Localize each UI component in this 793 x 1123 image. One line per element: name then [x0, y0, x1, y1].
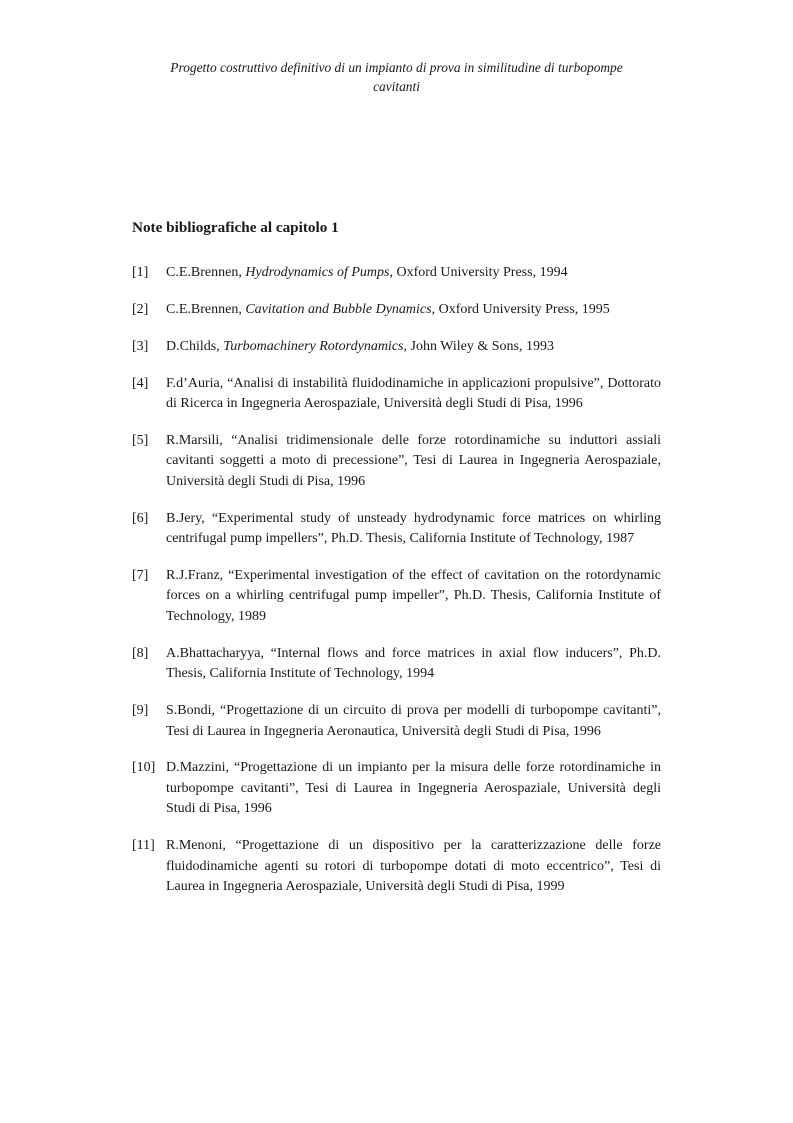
reference-item	[132, 431, 661, 492]
reference-item	[132, 263, 661, 283]
reference-text: D.Mazzini, “Progettazione di un impianto per la misura delle forze rotordinamiche in turbopompe cavitanti”, Tesi di Laurea in Ingegneria Aerospaziale, Università degli Studi di Pisa, 1996	[166, 760, 661, 817]
running-header-line-2: cavitanti	[373, 79, 420, 94]
reference-number: [4]	[132, 375, 149, 391]
reference-text: R.Menoni, “Progettazione di un dispositivo per la caratterizzazione delle forze fluidodinamiche agenti su rotori di turbopompe dotati di moto eccentrico”, Tesi di Laurea in Ingegneria Aerospaziale, Università degli Studi di Pisa, 1999	[166, 838, 661, 894]
reference-book-title: Turbomachinery Rotordynamics	[223, 338, 404, 354]
reference-book-title: Cavitation and Bubble Dynamics	[245, 301, 432, 317]
reference-item	[132, 566, 661, 627]
reference-item	[132, 836, 661, 897]
reference-list	[132, 263, 661, 914]
section-title: Note bibliografiche al capitolo 1	[132, 219, 339, 236]
reference-text: C.E.Brennen, Cavitation and Bubble Dynamics, Oxford University Press, 1995	[166, 301, 610, 317]
reference-number: [7]	[132, 568, 149, 584]
reference-number: [9]	[132, 703, 149, 719]
reference-text: R.J.Franz, “Experimental investigation of the effect of cavitation on the rotordynamic forces on a whirling centrifugal pump impeller”, Ph.D. Thesis, California Institute of Technology, 1989	[166, 568, 661, 624]
reference-text: A.Bhattacharyya, “Internal flows and force matrices in axial flow inducers”, Ph.D. Thesis, California Institute of Technology, 1994	[166, 645, 661, 682]
reference-text: C.E.Brennen, Hydrodynamics of Pumps, Oxford University Press, 1994	[166, 265, 568, 280]
reference-number: [10]	[132, 760, 156, 776]
reference-book-title: Hydrodynamics of Pumps	[245, 265, 390, 280]
running-header-line-1: Progetto costruttivo definitivo di un impianto di prova in similitudine di turbopompe	[170, 60, 623, 75]
reference-item	[132, 644, 661, 685]
reference-text: R.Marsili, “Analisi tridimensionale delle forze rotordinamiche su induttori assiali cavitanti soggetti a moto di precessione”, Tesi di Laurea in Ingegneria Aerospaziale, Università degli Studi di Pisa, 1996	[166, 433, 661, 489]
reference-item	[132, 300, 661, 320]
reference-number: [6]	[132, 510, 149, 526]
reference-item	[132, 701, 661, 742]
reference-text: F.d’Auria, “Analisi di instabilità fluidodinamiche in applicazioni propulsive”, Dottorato di Ricerca in Ingegneria Aerospaziale, Università degli Studi di Pisa, 1996	[166, 375, 661, 412]
reference-number: [1]	[132, 265, 149, 280]
reference-text: S.Bondi, “Progettazione di un circuito di prova per modelli di turbopompe cavitanti”, Tesi di Laurea in Ingegneria Aeronautica, Università degli Studi di Pisa, 1996	[166, 703, 661, 739]
reference-item	[132, 337, 661, 357]
reference-number: [5]	[132, 433, 149, 449]
reference-number: [11]	[132, 838, 155, 854]
reference-text: D.Childs, Turbomachinery Rotordynamics, John Wiley & Sons, 1993	[166, 338, 554, 354]
reference-number: [2]	[132, 301, 149, 317]
reference-number: [3]	[132, 338, 149, 354]
running-header	[120, 58, 673, 96]
reference-item	[132, 509, 661, 550]
reference-item	[132, 374, 661, 415]
reference-text: B.Jery, “Experimental study of unsteady hydrodynamic force matrices on whirling centrifugal pump impellers”, Ph.D. Thesis, California Institute of Technology, 1987	[166, 510, 661, 547]
reference-number: [8]	[132, 645, 149, 661]
reference-item	[132, 758, 661, 819]
